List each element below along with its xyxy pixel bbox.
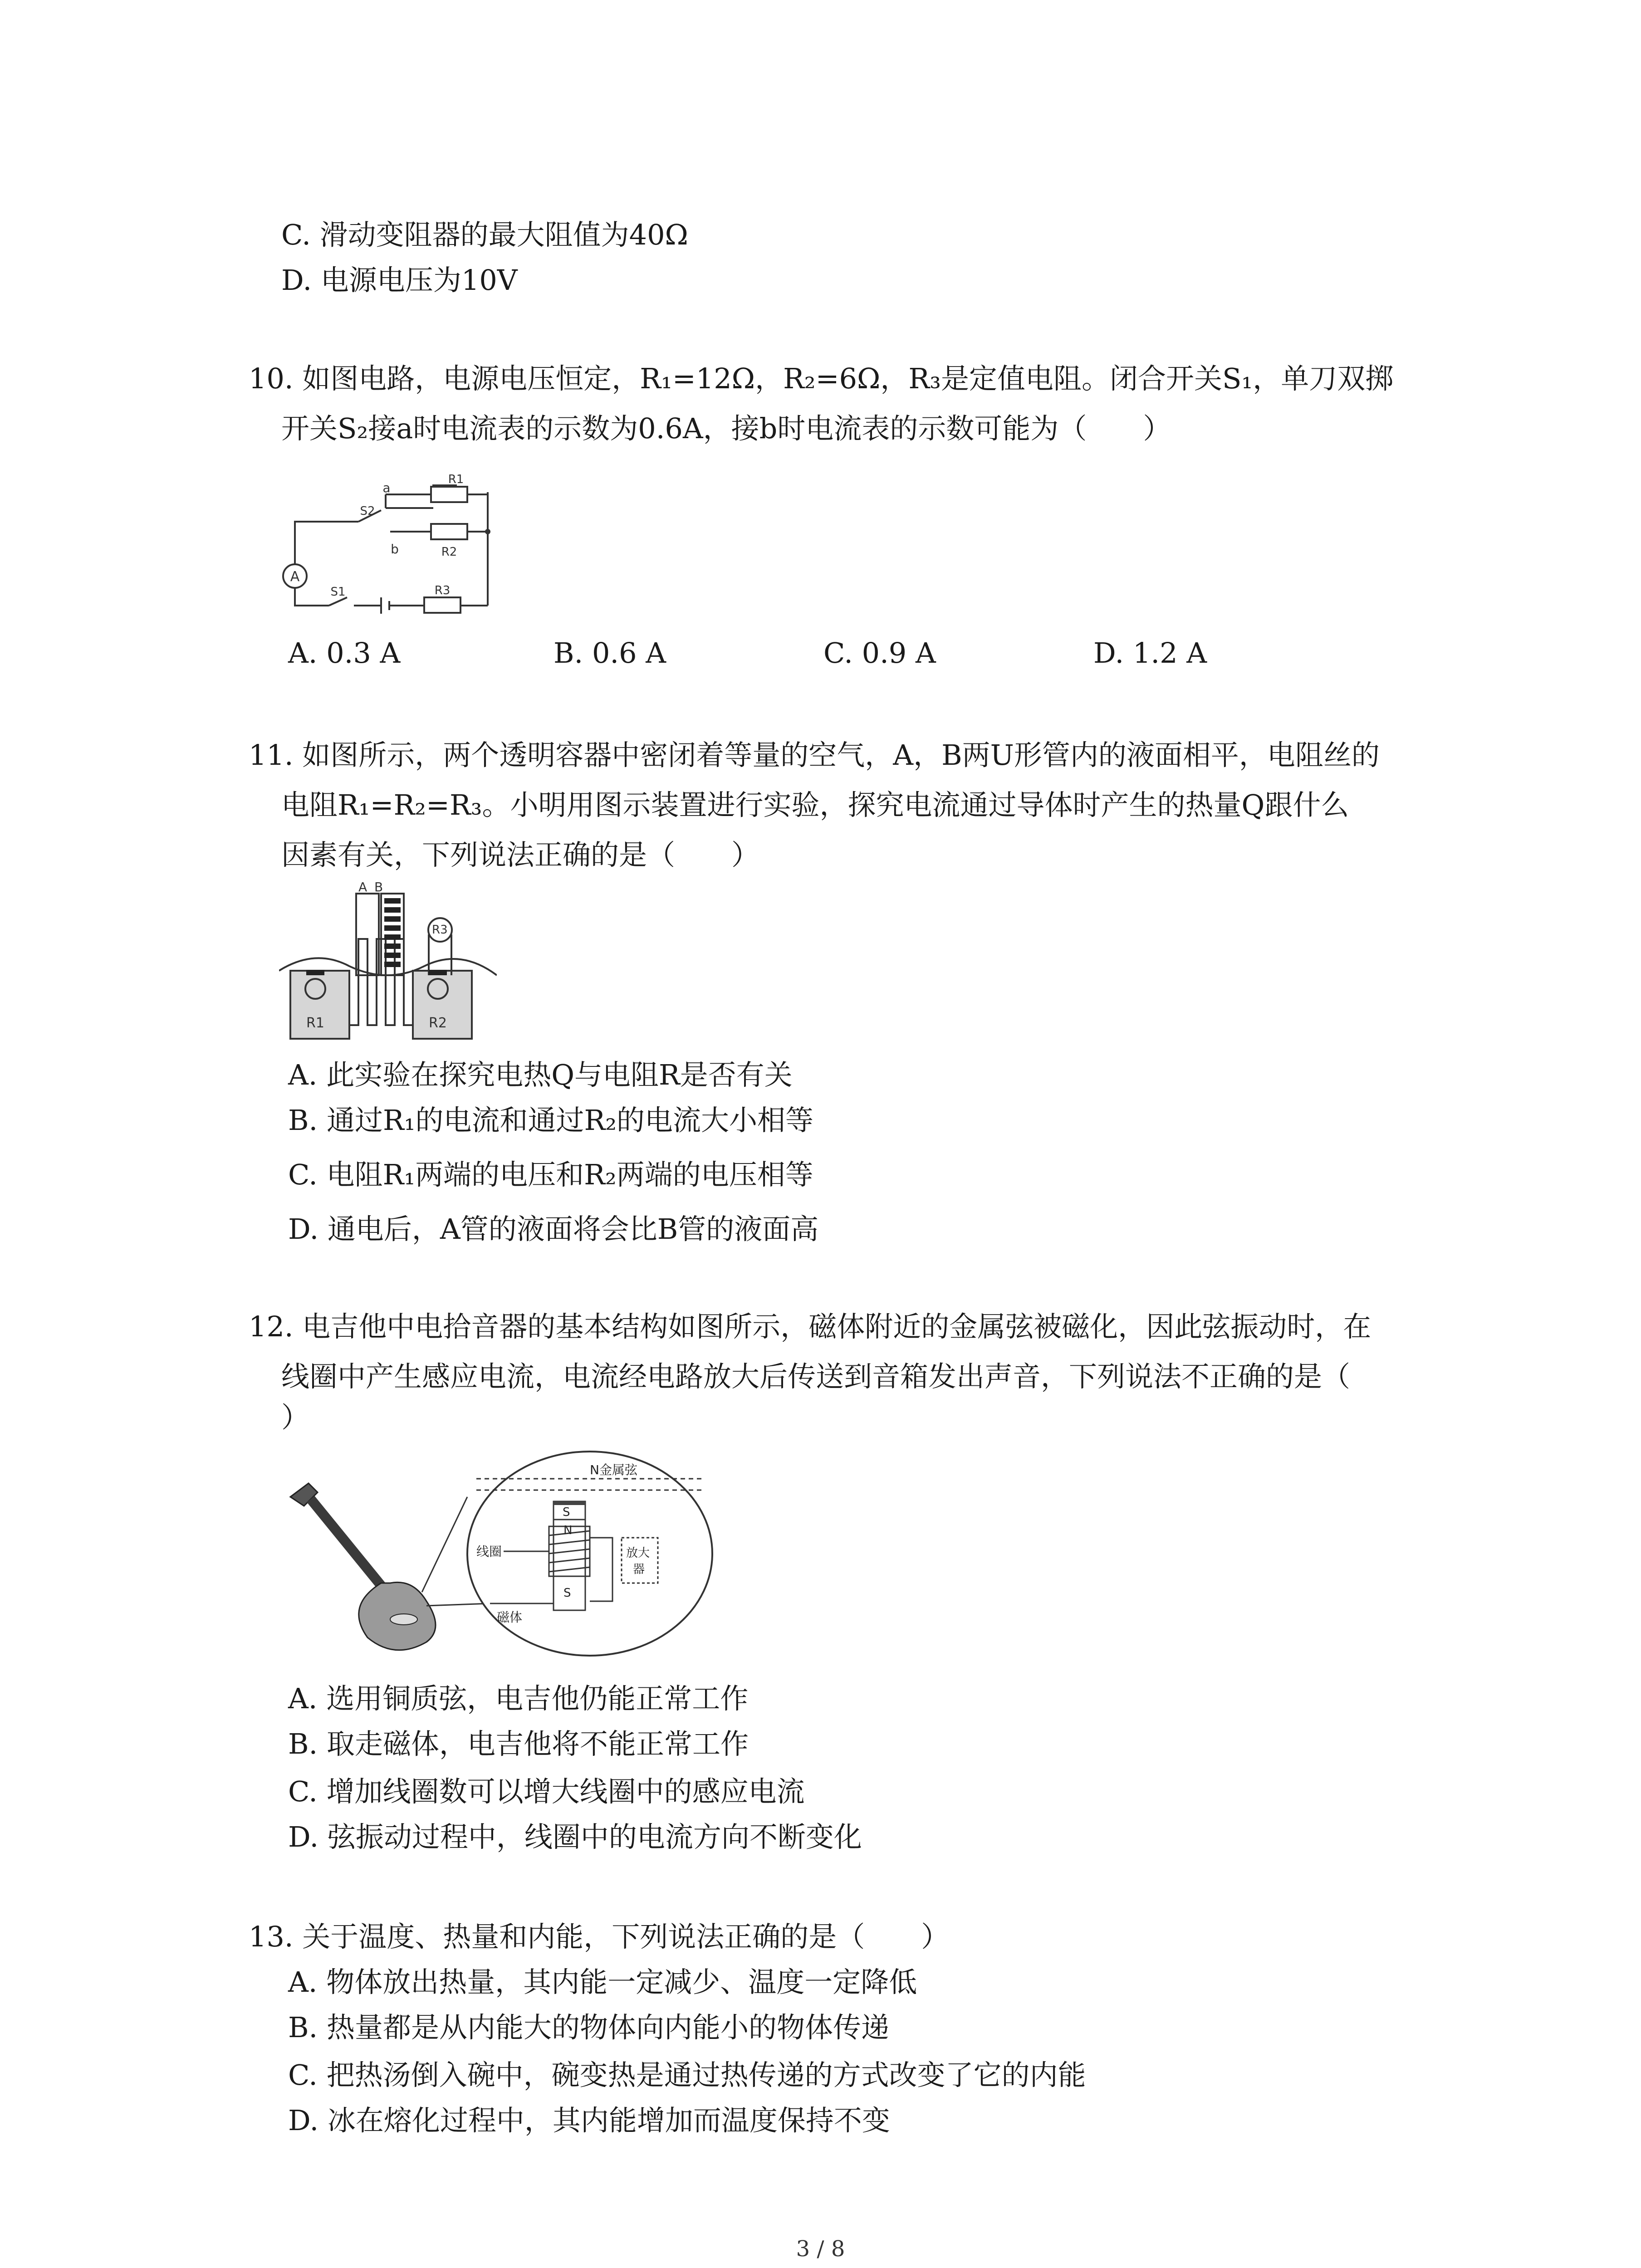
q10-s2-label: S2 (360, 504, 375, 518)
q10-r1 (431, 487, 467, 502)
q12-string-label: N金属弦 (590, 1462, 637, 1477)
q13-option-d[interactable]: D. 冰在熔化过程中，其内能增加而温度保持不变 (288, 2104, 890, 2137)
q12-stem-line2: 线圈中产生感应电流，电流经电路放大后传送到音箱发出声音，下列说法不正确的是（ (281, 1360, 1351, 1393)
q12-magnet-label: 磁体 (497, 1610, 523, 1625)
q10-option-b[interactable]: B. 0.6 A (554, 636, 666, 670)
q11-option-d[interactable]: D. 通电后，A管的液面将会比B管的液面高 (288, 1212, 819, 1246)
q10-stem-line1: 10. 如图电路，电源电压恒定，R₁=12Ω，R₂=6Ω，R₃是定值电阻。闭合开关S₁，单刀双掷 (249, 362, 1394, 395)
q10-r3-label: R3 (434, 584, 451, 597)
q10-r2 (431, 524, 467, 539)
q11-option-b[interactable]: B. 通过R₁的电流和通过R₂的电流大小相等 (288, 1104, 814, 1137)
q10-r1-label: R1 (448, 473, 464, 486)
q11-r2-label: R2 (429, 1015, 447, 1031)
q11-r3-label: R3 (432, 923, 448, 937)
q13-option-a[interactable]: A. 物体放出热量，其内能一定减少、温度一定降低 (288, 1965, 917, 1999)
q11-a-label: A (358, 880, 367, 894)
q11-stem-line1: 11. 如图所示，两个透明容器中密闭着等量的空气，A，B两U形管内的液面相平，电阻丝的 (249, 738, 1380, 772)
guitar-illustration (290, 1483, 436, 1650)
q12-n-label: N (563, 1524, 573, 1537)
q10-b-label: b (391, 542, 399, 557)
page-number: 3 / 8 (796, 2236, 845, 2262)
q11-r1-label: R1 (306, 1015, 324, 1031)
q10-a-label: a (382, 480, 391, 495)
q12-s-top-label: S (563, 1505, 570, 1519)
q12-stem-line1: 12. 电吉他中电拾音器的基本结构如图所示，磁体附近的金属弦被磁化，因此弦振动时，在 (249, 1310, 1372, 1343)
q10-stem-line2: 开关S₂接a时电流表的示数为0.6A，接b时电流表的示数可能为（ ） (281, 412, 1171, 445)
q11-option-c[interactable]: C. 电阻R₁两端的电压和R₂两端的电压相等 (288, 1158, 813, 1191)
prev-option-c: C. 滑动变阻器的最大阻值为40Ω (281, 218, 688, 251)
q10-circuit-figure (277, 465, 513, 617)
q10-option-d[interactable]: D. 1.2 A (1093, 636, 1207, 670)
q12-option-a[interactable]: A. 选用铜质弦，电吉他仍能正常工作 (288, 1682, 749, 1715)
q13-stem-line1: 13. 关于温度、热量和内能，下列说法正确的是（ ） (249, 1920, 950, 1953)
q11-apparatus-figure (279, 880, 497, 1043)
q12-option-c[interactable]: C. 增加线圈数可以增大线圈中的感应电流 (288, 1775, 805, 1808)
q10-option-a[interactable]: A. 0.3 A (288, 636, 401, 670)
q10-r2-label: R2 (441, 545, 457, 559)
q10-option-c[interactable]: C. 0.9 A (823, 636, 936, 670)
q12-coil-label: 线圈 (476, 1544, 502, 1559)
q12-pickup-figure (277, 1447, 730, 1669)
q12-amp-label-2: 器 (633, 1563, 645, 1576)
q10-s1-label: S1 (330, 585, 346, 599)
q12-s-bottom-label: S (563, 1586, 571, 1600)
q11-b-label: B (374, 880, 383, 894)
q13-option-b[interactable]: B. 热量都是从内能大的物体向内能小的物体传递 (288, 2011, 889, 2044)
q11-option-a[interactable]: A. 此实验在探究电热Q与电阻R是否有关 (288, 1058, 793, 1091)
q10-r3 (424, 597, 460, 613)
q12-stem-line3: ） (281, 1401, 310, 1434)
q11-stem-line2: 电阻R₁=R₂=R₃。小明用图示装置进行实验，探究电流通过导体时产生的热量Q跟什么 (281, 788, 1349, 821)
q12-option-b[interactable]: B. 取走磁体，电吉他将不能正常工作 (288, 1727, 749, 1760)
q12-amp-label-1: 放大 (626, 1546, 650, 1560)
q11-stem-line3: 因素有关，下列说法正确的是（ ） (281, 838, 760, 871)
q10-ammeter-label: A (290, 569, 300, 585)
q13-option-c[interactable]: C. 把热汤倒入碗中，碗变热是通过热传递的方式改变了它的内能 (288, 2058, 1086, 2092)
q12-option-d[interactable]: D. 弦振动过程中，线圈中的电流方向不断变化 (288, 1820, 862, 1853)
prev-option-d: D. 电源电压为10V (281, 264, 518, 297)
